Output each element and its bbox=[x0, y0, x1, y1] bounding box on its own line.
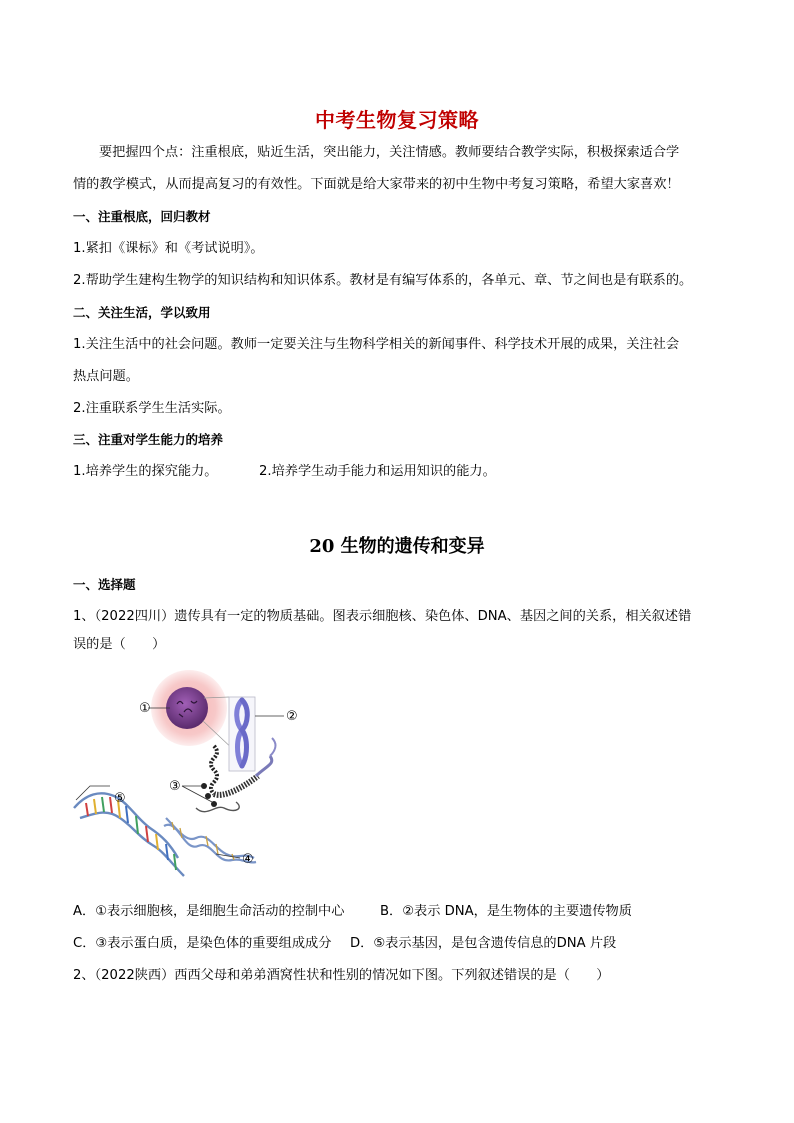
section-3-heading: 三、注重对学生能力的培养 bbox=[73, 432, 224, 447]
intro-line-2: 情的教学模式，从而提高复习的有效性。下面就是给大家带来的初中生物中考复习策略，希望大家喜欢！ bbox=[73, 177, 680, 192]
figure-label-1: ① bbox=[139, 701, 151, 716]
exam-section-heading: 一、选择题 bbox=[73, 577, 136, 592]
figure-label-4: ④ bbox=[242, 852, 254, 867]
question-2-line-1: 2、（2022陕西）西西父母和弟弟酒窝性状和性别的情况如下图。下列叙述错误的是（ ） bbox=[73, 968, 610, 983]
section-3-item-1: 1.培养学生的探究能力。 bbox=[73, 464, 218, 479]
cell-dna-figure bbox=[66, 668, 326, 893]
figure-label-3: ③ bbox=[169, 779, 181, 794]
section-1-heading: 一、注重根底，回归教材 bbox=[73, 209, 211, 224]
intro-line-1: 要把握四个点：注重根底，贴近生活，突出能力，关注情感。教师要结合教学实际，积极探索适合学 bbox=[99, 145, 680, 160]
section-1-item-1: 1.紧扣《课标》和《考试说明》。 bbox=[73, 241, 264, 256]
question-1-option-d: D．⑤表示基因，是包含遗传信息的DNA 片段 bbox=[350, 936, 617, 951]
section-1-item-2: 2.帮助学生建构生物学的知识结构和知识体系。教材是有编写体系的，各单元、章、节之间也是有联系的。 bbox=[73, 273, 693, 288]
gene-segment-graphic bbox=[74, 786, 184, 876]
section-2-item-1-line-2: 热点问题。 bbox=[73, 369, 139, 384]
doc-title: 中考生物复习策略 bbox=[315, 108, 479, 132]
figure-label-5: ⑤ bbox=[114, 791, 126, 806]
chromosome-graphic bbox=[229, 697, 255, 771]
question-1-option-b: B．②表示 DNA，是生物体的主要遗传物质 bbox=[380, 904, 632, 919]
question-1-option-c: C．③表示蛋白质，是染色体的重要组成成分 bbox=[73, 936, 332, 951]
section-2-item-1-line-1: 1.关注生活中的社会问题。教师一定要关注与生物科学相关的新闻事件、科学技术开展的成果，关注社会 bbox=[73, 337, 680, 352]
question-1-option-a: A．①表示细胞核，是细胞生命活动的控制中心 bbox=[73, 904, 345, 919]
question-1-line-1: 1、（2022四川）遗传具有一定的物质基础。图表示细胞核、染色体、DNA、基因之间的关系，相关叙述错 bbox=[73, 609, 692, 624]
exam-title: 20 生物的遗传和变异 bbox=[309, 536, 485, 557]
figure-label-2: ② bbox=[286, 709, 298, 724]
question-1-line-2: 误的是（ ） bbox=[73, 637, 166, 652]
section-3-item-2: 2.培养学生动手能力和运用知识的能力。 bbox=[259, 464, 496, 479]
section-2-item-2: 2.注重联系学生生活实际。 bbox=[73, 401, 231, 416]
section-2-heading: 二、关注生活，学以致用 bbox=[73, 305, 211, 320]
